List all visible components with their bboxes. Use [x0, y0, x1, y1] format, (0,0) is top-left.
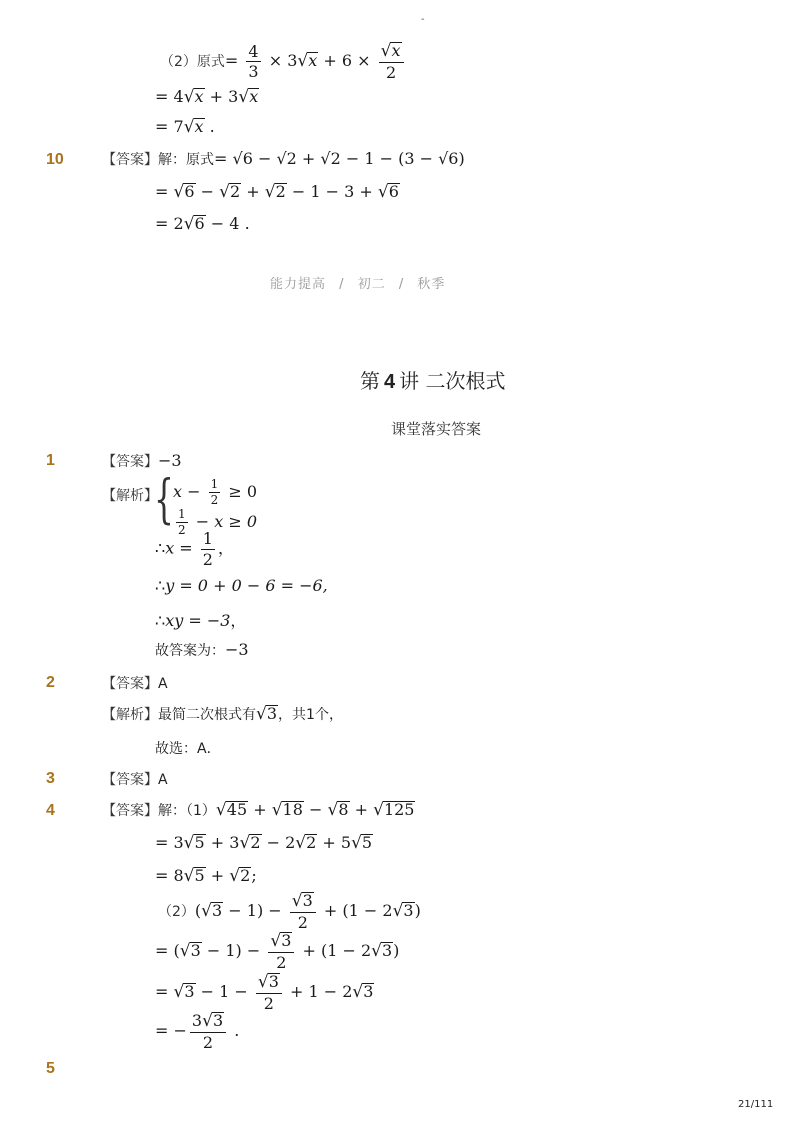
frac-den: 2 — [385, 62, 397, 82]
frac-den: 2 — [210, 493, 219, 508]
footer-part3: 秋季 — [417, 277, 446, 292]
answer-label: 【答案】 — [102, 803, 158, 819]
frac-num: 4 — [248, 41, 259, 61]
q1-ineq1 — [173, 478, 257, 507]
analysis-label: 【解析】 — [102, 707, 158, 723]
radicand: 45 — [226, 800, 248, 819]
radicand: 5 — [361, 833, 373, 852]
eq: = — [224, 51, 239, 71]
question-number-4: 4 — [46, 802, 55, 819]
solve-label: 解：原式 — [158, 152, 214, 168]
solve-label: 解：（1） — [158, 803, 216, 819]
y-equation: y = 0 + 0 − 6 = −6, — [165, 576, 328, 595]
frac-num: 1 — [202, 529, 213, 548]
footer-part2: 初二 — [357, 277, 386, 292]
radicand: 3 — [363, 982, 374, 1002]
eq: = — [155, 87, 169, 106]
radicand: 3 — [281, 931, 292, 950]
radicand: 3 — [212, 1011, 224, 1030]
times: × — [268, 51, 283, 71]
frac-den: 2 — [178, 523, 186, 538]
radicand: 2 — [306, 833, 317, 852]
xy-equation: xy = −3 — [165, 611, 231, 630]
comma: ， — [230, 611, 247, 630]
q10-line3: = 2√6 − 4 . — [155, 214, 250, 234]
q10-expr1: = √6 − √2 + √2 − 1 − (3 − √6) — [214, 149, 465, 168]
q4-line5: = (√3 − 1) − $\frac{√3}{2}$ + (1 − 2√3) — [155, 931, 400, 972]
conclusion-value: −3 — [225, 640, 249, 659]
therefore-symbol: ∴ — [155, 538, 166, 558]
radicand: x — [249, 87, 259, 106]
p9-part2-label: （2）原式 — [160, 54, 225, 71]
coef: 3 — [287, 51, 298, 71]
ineq-tail: ≥ 0 — [223, 482, 258, 502]
q2-analysis: 【解析】最简二次根式有√3，共1个， — [102, 704, 343, 724]
term: 3 — [344, 182, 355, 201]
frac-den: 2 — [202, 549, 213, 569]
radicand: 2 — [229, 182, 241, 201]
radicand: 6 — [184, 182, 195, 201]
comma: ， — [217, 538, 234, 558]
footer-part1: 能力提高 — [270, 277, 327, 292]
coef: 7 — [173, 117, 184, 136]
radicand: 6 — [388, 182, 399, 201]
question-number-2: 2 — [46, 674, 55, 691]
footer-sep: / — [398, 277, 405, 292]
x-eq: x = — [165, 538, 198, 558]
q4-line4: （2）(√3 − 1) − $\frac{√3}{2}$ + (1 − 2√3) — [158, 891, 421, 932]
p9-line3: = 7√x . — [155, 117, 215, 137]
answer-label: 【答案】 — [102, 676, 158, 692]
q2-answer — [102, 673, 168, 693]
q3-answer — [102, 769, 168, 789]
part2-label: （2） — [158, 904, 195, 921]
answer-label: 【答案】 — [102, 772, 158, 788]
analysis-text: ，共1个， — [278, 707, 343, 723]
page-number: 21/111 — [738, 1099, 774, 1110]
radicand: 3 — [212, 901, 223, 921]
radicand: 3 — [381, 941, 393, 961]
frac-den: 3 — [248, 62, 259, 82]
q2-choose: 故选：A． — [155, 741, 221, 757]
radicand: 2 — [240, 866, 251, 885]
radicand: 5 — [194, 866, 205, 885]
therefore-symbol: ∴ — [155, 611, 166, 630]
therefore-symbol: ∴ — [155, 576, 166, 595]
radicand: 3 — [184, 982, 195, 1002]
term: 1 — [310, 182, 321, 201]
radicand: 3 — [190, 941, 201, 961]
frac-num: 1 — [176, 508, 188, 523]
semicolon: ; — [251, 866, 257, 885]
period: . — [209, 117, 215, 136]
radicand: 3 — [302, 891, 313, 910]
question-number-3: 3 — [46, 770, 55, 787]
p9-line2: = 4√x + 3√x — [155, 87, 259, 107]
radicand: 18 — [282, 800, 303, 819]
radicand: x — [194, 117, 204, 136]
chapter-name: 讲 二次根式 — [399, 369, 506, 393]
top-mark: - — [421, 14, 425, 25]
frac-num: 1 — [209, 478, 221, 493]
q1-x-line — [155, 530, 234, 568]
radicand: x — [194, 87, 204, 106]
q1-xy-line — [155, 608, 246, 631]
coef: 6 — [341, 51, 353, 71]
chapter-number: 4 — [384, 371, 396, 393]
plus: + — [209, 87, 224, 106]
answer-label: 【答案】 — [102, 454, 158, 470]
radicand: 8 — [338, 800, 349, 819]
page-footer — [270, 273, 445, 292]
analysis-text: 最简二次根式有 — [158, 707, 256, 723]
p9-line1: （2）原式= $\frac{4}{3}$ × 3√x + 6 × $\frac{√x}{2}$ — [160, 42, 407, 81]
q1-answer — [102, 451, 182, 471]
q10-line2: = √6 − √2 + √2 − 1 − 3 + √6 — [155, 182, 399, 202]
system-brace: { — [154, 470, 174, 530]
question-number-10: 10 — [46, 151, 64, 168]
footer-sep: / — [339, 277, 345, 292]
radicand: 3 — [268, 972, 279, 991]
coef: 3 — [228, 87, 239, 106]
q4-line3: = 8√5 + √2; — [155, 866, 257, 886]
chapter-title — [360, 365, 505, 394]
chapter-prefix: 第 — [360, 369, 380, 393]
answer-label: 【答案】 — [102, 152, 158, 168]
answer-value: −3 — [158, 451, 182, 470]
q1-y-line — [155, 576, 328, 595]
coef: 2 — [173, 214, 184, 233]
radicand: 2 — [275, 182, 286, 201]
ineq-tail: − x ≥ 0 — [190, 512, 257, 532]
plus: + — [323, 51, 337, 71]
radicand: x — [308, 51, 318, 71]
q1-conclusion — [155, 640, 249, 660]
radicand: x — [391, 41, 401, 60]
q4-line6: = √3 − 1 − $\frac{√3}{2}$ + 1 − 2√3 — [155, 972, 374, 1013]
times: × — [357, 51, 371, 71]
radicand: 5 — [194, 833, 205, 852]
ineq-lhs: x − — [173, 482, 206, 502]
q10-line1 — [102, 149, 465, 169]
q4-line2: = 3√5 + 3√2 − 2√2 + 5√5 — [155, 833, 373, 853]
q4-line1: 【答案】解：（1）√45 + √18 − √8 + √125 — [102, 800, 415, 820]
q4-line7: = − $\frac{3√3}{2}$ . — [155, 1011, 240, 1052]
eq: = — [155, 117, 169, 136]
coef: 4 — [173, 87, 184, 106]
term: 4 — [229, 214, 240, 233]
question-number-1: 1 — [46, 452, 55, 469]
radicand: 6 — [194, 214, 205, 233]
answer-value: A — [158, 676, 168, 692]
radicand: 3 — [403, 901, 414, 921]
conclusion-text: 故答案为： — [155, 643, 225, 659]
answer-value: A — [158, 772, 168, 788]
analysis-label: 【解析】 — [102, 488, 158, 504]
radicand: 3 — [266, 704, 278, 723]
radicand: 2 — [250, 833, 261, 852]
radicand: 125 — [383, 800, 415, 819]
question-number-5: 5 — [46, 1060, 55, 1077]
section-subtitle: 课堂落实答案 — [391, 420, 482, 438]
